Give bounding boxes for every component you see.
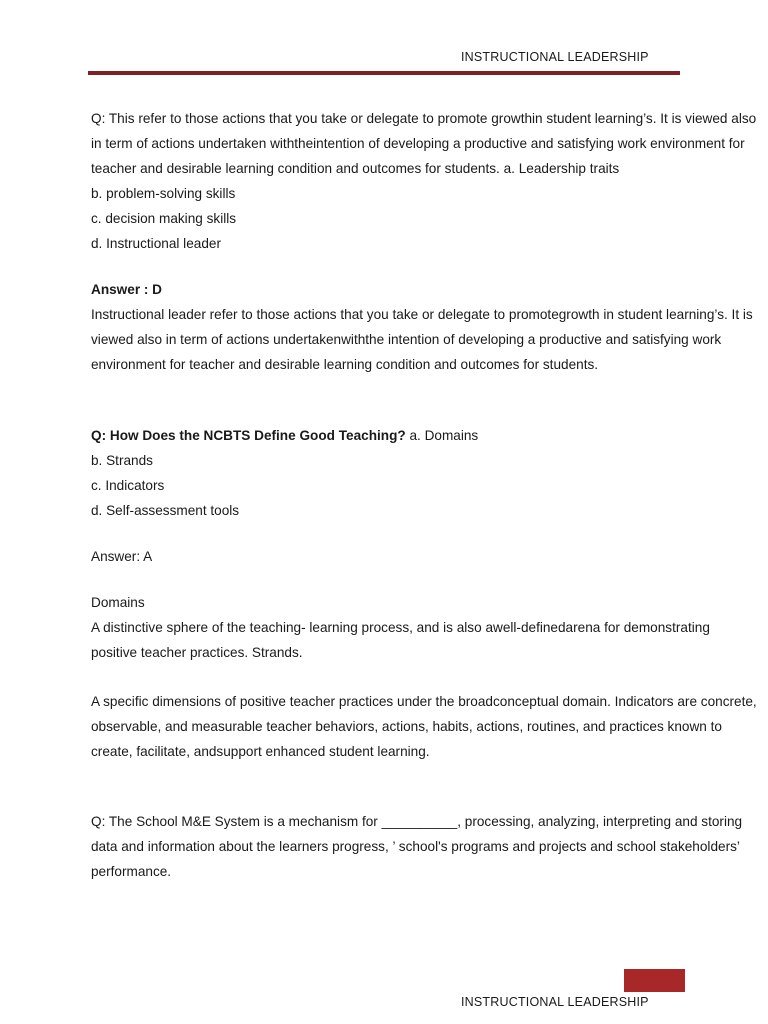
- q1-option-b: b. problem-solving skills: [91, 186, 236, 201]
- q1-answer: Answer : D: [91, 282, 163, 297]
- footer-title: INSTRUCTIONAL LEADERSHIP: [461, 995, 649, 1009]
- q3-question: Q: The School M&E System is a mechanism for __________, processing, analyzing, interpreting and storing data and information about the learners progress, ’ school's programs and projects and school stakeholders’ performance.: [91, 814, 743, 879]
- q2-question: [91, 423, 759, 448]
- q2-option-a: a. Domains: [405, 428, 479, 443]
- q2-strands-definition: A specific dimensions of positive teacher practices under the broadconceptual domain. Indicators are concrete, observable, and measurable teacher behaviors, actions, habits, actions, routines, and practices known to create, facilitate, andsupport enhanced student learning.: [91, 694, 757, 759]
- q2-answer: Answer: A: [91, 549, 153, 564]
- q1-explanation: Instructional leader refer to those actions that you take or delegate to promotegrowth in student learning’s. It is viewed also in term of actions undertakenwiththe intention of developing a productive and satisfying work environment for teacher and desirable learning condition and outcomes for students.: [91, 307, 753, 372]
- q2-domains-definition: A distinctive sphere of the teaching- learning process, and is also awell-definedarena for demonstrating positive teacher practices. Strands.: [91, 620, 710, 660]
- q1-question: Q: This refer to those actions that you take or delegate to promote growthin student learning’s. It is viewed also in term of actions undertaken withtheintention of developing a productive and satisfying work environment for teacher and desirable learning condition and outcomes for students. a. Leadership traits: [91, 111, 757, 176]
- q2-option-d: d. Self-assessment tools: [91, 503, 240, 518]
- header-divider: [88, 71, 680, 75]
- q1-option-d: d. Instructional leader: [91, 236, 221, 251]
- q2-term: Domains: [91, 595, 145, 610]
- document-body: [91, 106, 759, 884]
- q2-option-b: b. Strands: [91, 453, 153, 468]
- footer-accent-block: [624, 969, 685, 992]
- header-title: INSTRUCTIONAL LEADERSHIP: [461, 50, 649, 64]
- q1-option-c: c. decision making skills: [91, 211, 237, 226]
- q2-question-text: Q: How Does the NCBTS Define Good Teaching?: [91, 428, 406, 443]
- q2-option-c: c. Indicators: [91, 478, 165, 493]
